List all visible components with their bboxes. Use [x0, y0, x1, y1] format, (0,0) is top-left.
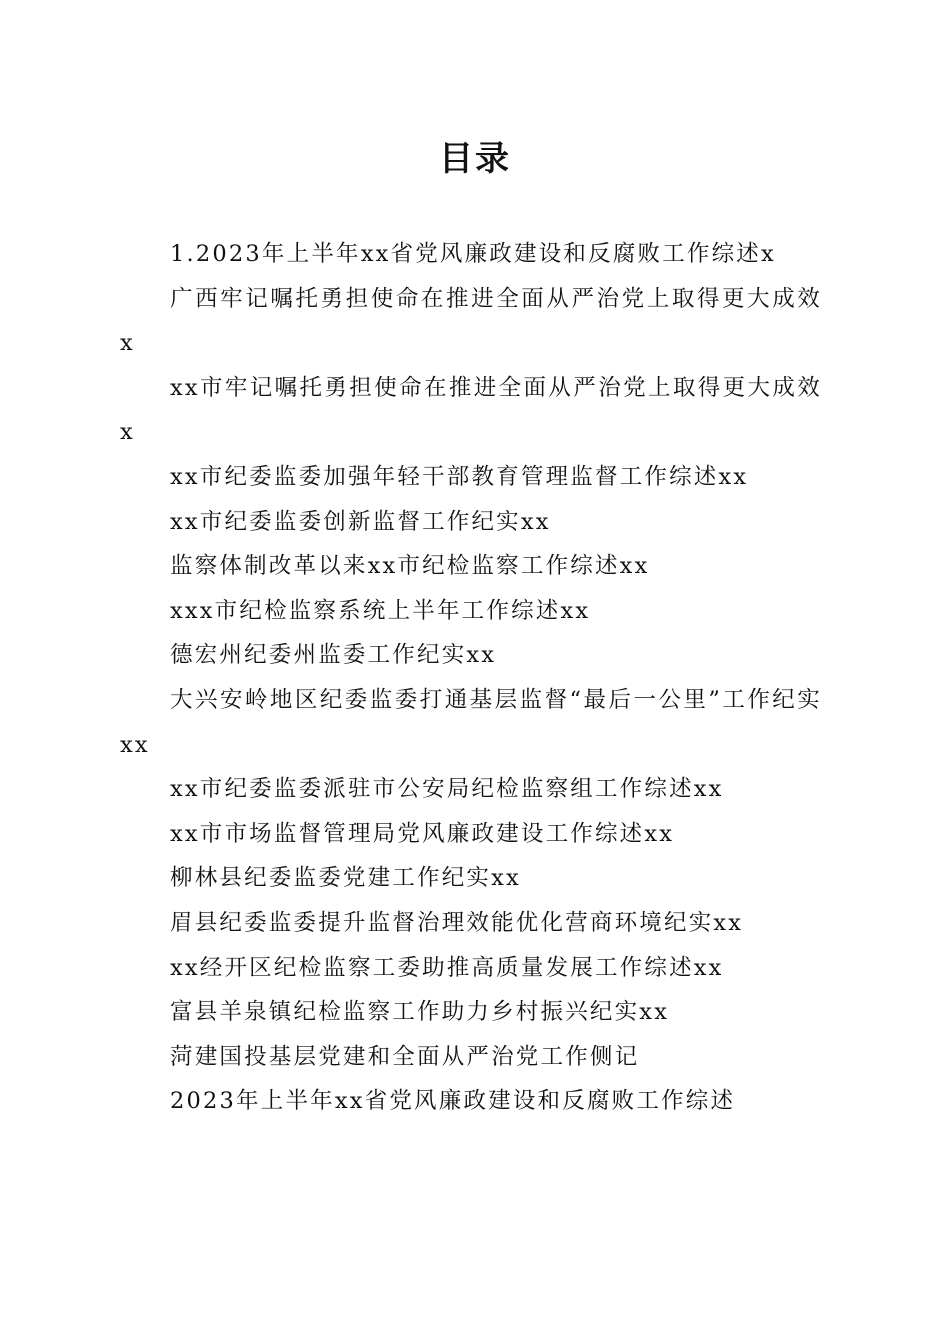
toc-entry[interactable]: 广西牢记嘱托勇担使命在推进全面从严治党上取得更大成效x: [120, 285, 822, 357]
toc-entry[interactable]: xx市纪委监委派驻市公安局纪检监察组工作综述xx: [170, 776, 724, 803]
toc-entry[interactable]: xx市纪委监委加强年轻干部教育管理监督工作综述xx: [170, 463, 749, 490]
toc-entry[interactable]: 1.2023年上半年xx省党风廉政建设和反腐败工作综述x: [170, 241, 776, 267]
toc-entry[interactable]: xx市牢记嘱托勇担使命在推进全面从严治党上取得更大成效x: [120, 374, 822, 446]
table-of-contents: [120, 232, 822, 1124]
toc-entry[interactable]: xx市市场监督管理局党风廉政建设工作综述xx: [170, 820, 675, 847]
page-title: 目录: [439, 139, 511, 179]
toc-entry[interactable]: 柳林县纪委监委党建工作纪实xx: [170, 865, 521, 892]
toc-entry[interactable]: 菏建国投基层党建和全面从严治党工作侧记: [170, 1043, 640, 1070]
toc-entry[interactable]: xxx市纪检监察系统上半年工作综述xx: [170, 597, 591, 624]
toc-entry[interactable]: 眉县纪委监委提升监督治理效能优化营商环境纪实xx: [170, 909, 744, 936]
toc-entry[interactable]: 监察体制改革以来xx市纪检监察工作综述xx: [170, 553, 650, 580]
toc-entry[interactable]: 大兴安岭地区纪委监委打通基层监督“最后一公里”工作纪实xx: [120, 686, 822, 758]
toc-entry[interactable]: 富县羊泉镇纪检监察工作助力乡村振兴纪实xx: [170, 999, 670, 1026]
toc-entry[interactable]: 德宏州纪委州监委工作纪实xx: [170, 642, 497, 669]
toc-entry[interactable]: xx经开区纪检监察工委助推高质量发展工作综述xx: [170, 954, 724, 981]
toc-entry[interactable]: xx市纪委监委创新监督工作纪实xx: [170, 508, 551, 535]
toc-entry[interactable]: 2023年上半年xx省党风廉政建设和反腐败工作综述: [170, 1088, 736, 1115]
